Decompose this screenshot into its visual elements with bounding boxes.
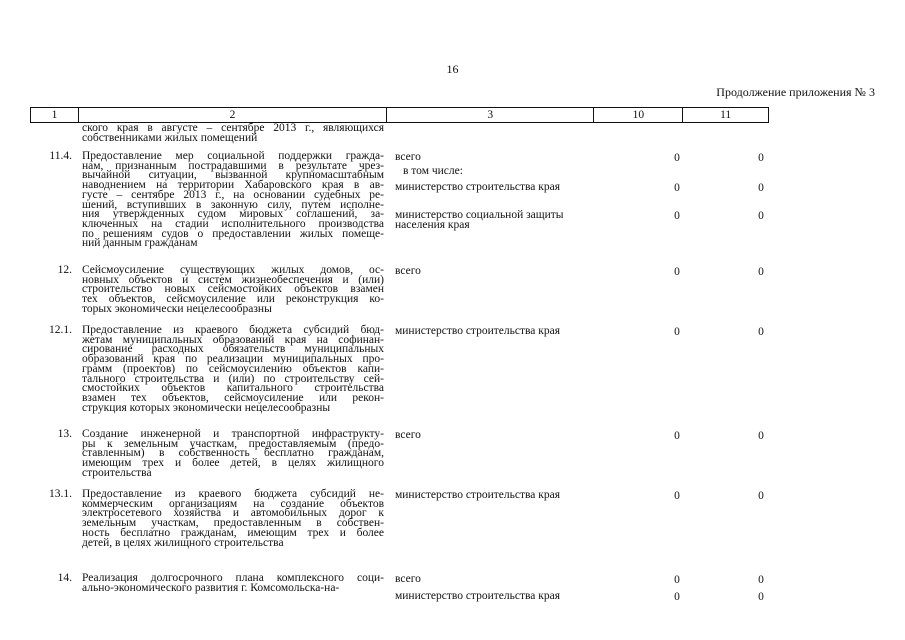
value-col-10: 0: [674, 430, 680, 442]
executor-label: всего: [395, 151, 421, 163]
description-line: грамм (проектов) по сейсмоусилению объектов капи-: [82, 362, 384, 375]
value-col-10: 0: [674, 591, 680, 603]
row-description: [82, 326, 384, 413]
header-col-11: 11: [720, 109, 732, 121]
value-col-11: 0: [758, 574, 764, 586]
description-line: нам, признанным пострадавшими в результате чрез-: [82, 159, 384, 172]
row-number: 14.: [57, 572, 72, 584]
header-col-1: 1: [31, 108, 79, 122]
description-line: вычайной ситуации, вызванной крупномасштабным: [82, 169, 384, 182]
value-col-11: 0: [758, 266, 764, 278]
description-line: струкция которых экономически нецелесообразны: [82, 401, 331, 414]
value-col-11: 0: [758, 152, 764, 164]
value-col-11: 0: [758, 326, 764, 338]
executor-label: министерство строительства края: [395, 489, 560, 501]
description-line: жетам муниципальных образований края на софинан-: [82, 333, 384, 346]
row-number: 11.4.: [49, 150, 72, 162]
description-line: собственниками жилых помещений: [82, 131, 258, 144]
executor-label: в том числе:: [403, 165, 463, 177]
description-line: Предоставление из краевого бюджета субсидий не-: [82, 488, 384, 500]
executor-label: министерство социальной защиты: [395, 209, 564, 221]
row-number: 12.1.: [49, 324, 72, 336]
value-col-11: 0: [758, 490, 764, 502]
table-header: [30, 107, 769, 123]
executor-label: всего: [395, 265, 421, 277]
description-line: шений, вступивших в законную силу, путем исполне-: [82, 198, 384, 211]
value-col-11: 0: [758, 430, 764, 442]
description-line: наводнением на территории Хабаровского края в ав-: [82, 179, 384, 192]
value-col-11: 0: [758, 182, 764, 194]
description-line: Предоставление мер социальной поддержки гражда-: [82, 150, 384, 162]
executor-label: населения края: [395, 219, 470, 231]
description-line: ского края в августе – сентябре 2013 г., являющихся: [82, 122, 384, 134]
executor-label: министерство строительства края: [395, 325, 560, 337]
row-number: 13.: [57, 428, 72, 440]
description-line: ключенных на стадии исполнительного производства: [82, 217, 384, 230]
value-col-10: 0: [674, 210, 680, 222]
description-line: Сейсмоусиление существующих жилых домов, ос-: [82, 264, 384, 276]
executor-label: всего: [395, 429, 421, 441]
description-line: детей, в целях жилищного строительства: [82, 536, 284, 549]
value-col-10: 0: [674, 574, 680, 586]
executor-label: министерство строительства края: [395, 181, 560, 193]
description-line: ально-экономического развития г. Комсомольска-на-: [82, 581, 340, 594]
row-description: [82, 266, 384, 315]
value-col-10: 0: [674, 326, 680, 338]
continuation-label: Продолжение приложения № 3: [716, 85, 875, 99]
description-line: тех объектов, сейсмоусиление или реконструкция ко-: [82, 293, 384, 306]
row-description: [82, 152, 384, 249]
executor-label: министерство строительства края: [395, 590, 560, 602]
page-number: 16: [446, 62, 459, 76]
description-line: ры к земельным участкам, предоставляемым (предо-: [82, 437, 384, 450]
description-line: ний данным гражданам: [82, 237, 198, 250]
row-description: [82, 574, 384, 593]
description-line: Реализация долгосрочного плана комплексного соци-: [82, 572, 384, 584]
description-line: имеющим трех и более детей, в целях жилищного: [82, 457, 384, 470]
row-number: 12.: [57, 264, 72, 276]
description-line: Предоставление из краевого бюджета субсидий бюд-: [82, 324, 384, 336]
description-line: строительство новых сейсмостойких объектов взамен: [82, 283, 384, 296]
header-col-10: 10: [594, 108, 683, 122]
header-col-2: 2: [79, 108, 387, 122]
row-number: 13.1.: [49, 488, 72, 500]
executor-label: всего: [395, 573, 421, 585]
description-line: земельным участкам, предоставленным в собствен-: [82, 517, 384, 530]
value-col-11: 0: [758, 210, 764, 222]
description-line: образований края по реализации муниципальных про-: [82, 353, 384, 366]
description-line: взамен тех объектов, сейсмоусиление или рекон-: [82, 391, 384, 404]
description-line: Создание инженерной и транспортной инфраструкту-: [82, 428, 384, 440]
description-line: коммерческим организациям на создание объектов: [82, 497, 384, 510]
value-col-10: 0: [674, 182, 680, 194]
description-line: смостойких объектов капитального строительства: [82, 382, 384, 395]
description-line: торых экономически нецелесообразны: [82, 302, 272, 315]
row-description: [82, 124, 384, 143]
row-description: [82, 430, 384, 479]
value-col-10: 0: [674, 266, 680, 278]
description-line: новных объектов и систем жизнеобеспечения и (или): [82, 273, 384, 286]
description-line: густе – сентябре 2013 г., на основании судебных ре-: [82, 188, 384, 201]
description-line: строительства: [82, 466, 152, 479]
description-line: ния утвержденных судом мировых соглашений, за-: [82, 208, 384, 221]
value-col-10: 0: [674, 152, 680, 164]
description-line: тального строительства и (или) по строительству сей-: [82, 372, 384, 385]
value-col-11: 0: [758, 591, 764, 603]
description-line: сирование расходных обязательств муниципальных: [82, 343, 384, 356]
header-col-3: 3: [387, 108, 594, 122]
description-line: ность бесплатно гражданам, имеющим трех и более: [82, 526, 384, 539]
value-col-10: 0: [674, 490, 680, 502]
description-line: ставленным) в собственность бесплатно гражданам,: [82, 447, 384, 460]
row-description: [82, 490, 384, 548]
description-line: электросетевого хозяйства и автомобильных дорог к: [82, 507, 384, 520]
description-line: по решениям судов о предоставлении жилых помеще-: [82, 227, 384, 240]
